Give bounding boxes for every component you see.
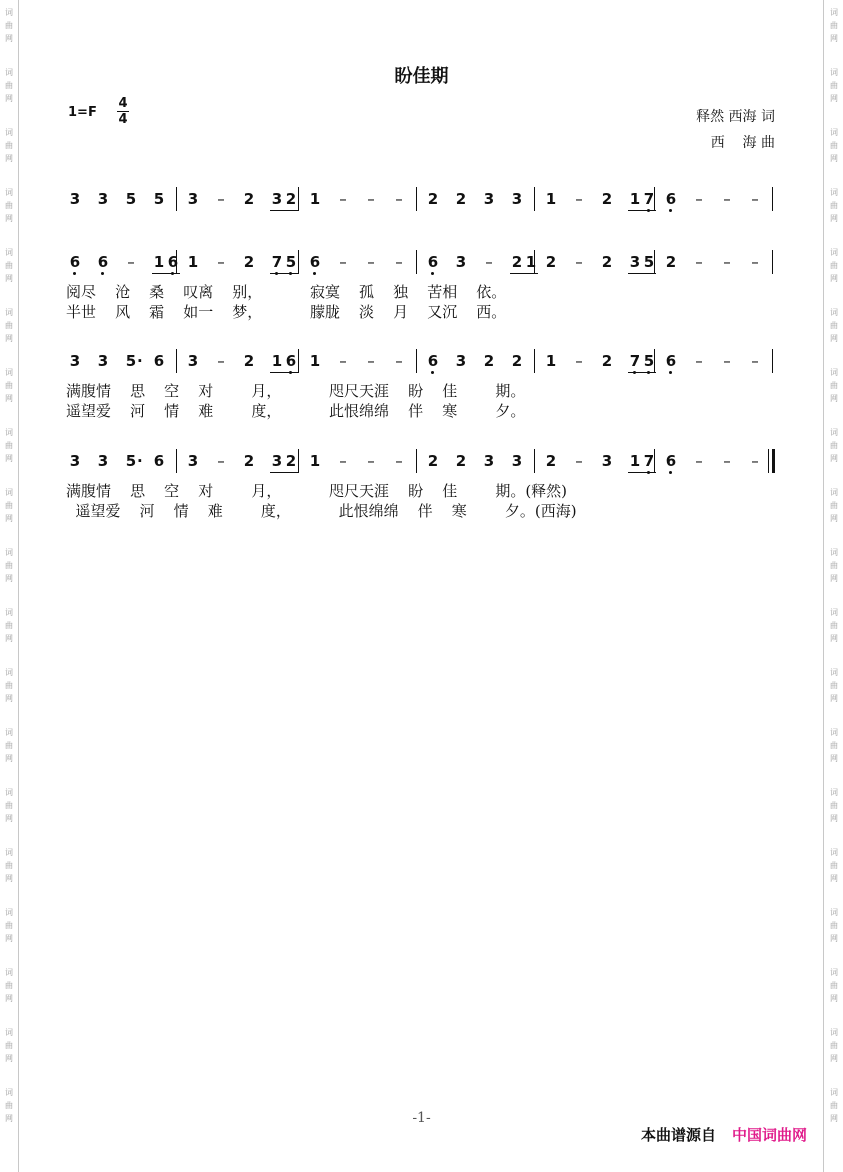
note: 2 <box>483 352 495 370</box>
barline <box>534 449 535 473</box>
watermark-text: 词 曲 网 <box>830 548 838 583</box>
barline <box>176 349 177 373</box>
watermark-text: 词 曲 网 <box>830 188 838 223</box>
barline <box>534 187 535 211</box>
barline <box>654 250 655 274</box>
underline-beam <box>628 210 656 211</box>
time-signature <box>116 96 130 127</box>
note: 6 <box>153 452 165 470</box>
watermark-text: 词 曲 网 <box>5 368 13 403</box>
underline-beam <box>270 273 298 274</box>
note-dash: – <box>695 253 703 271</box>
note-dash: – <box>395 452 403 470</box>
note-dash: – <box>395 352 403 370</box>
barline <box>654 187 655 211</box>
watermark-text: 词 曲 网 <box>5 908 13 943</box>
watermark-text: 词 曲 网 <box>5 848 13 883</box>
note: 3 <box>187 452 199 470</box>
note-dash: – <box>695 452 703 470</box>
barline <box>534 349 535 373</box>
note-dash: – <box>217 190 225 208</box>
note-dash: – <box>575 452 583 470</box>
note: 2 <box>427 190 439 208</box>
note: 3 <box>511 190 523 208</box>
note: 2 <box>601 352 613 370</box>
augmentation-dot: · <box>137 352 143 370</box>
note-dash: – <box>695 190 703 208</box>
time-signature-bottom: 4 <box>118 112 128 127</box>
note: 5 <box>643 352 655 370</box>
barline <box>298 187 299 211</box>
lyric-line: 半世 风 霜 如一 梦， 朦胧 淡 月 又沉 西。 <box>66 303 507 321</box>
footer-prefix: 本曲谱源自 <box>640 1126 716 1144</box>
footer-brand: 中国词曲网 <box>731 1126 807 1144</box>
watermark-text: 词 曲 网 <box>830 308 838 343</box>
note: 7 <box>643 190 655 208</box>
lyric-line: 满腹情 思 空 对 月， 咫尺天涯 盼 佳 期。 <box>66 382 526 400</box>
note: 3 <box>483 190 495 208</box>
barline <box>416 250 417 274</box>
note: 6 <box>69 253 81 271</box>
note: 2 <box>455 190 467 208</box>
note: 1 <box>525 253 537 271</box>
note: 6 <box>665 190 677 208</box>
note-dash: – <box>575 352 583 370</box>
note: 1 <box>545 190 557 208</box>
note: 2 <box>243 352 255 370</box>
note: 2 <box>243 452 255 470</box>
note: 2 <box>545 452 557 470</box>
key-signature: 1=F <box>68 105 97 120</box>
note: 2 <box>601 190 613 208</box>
page-number: -1- <box>412 1110 431 1126</box>
barline <box>298 449 299 473</box>
underline-beam <box>270 472 298 473</box>
watermark-text: 词 曲 网 <box>5 488 13 523</box>
watermark-text: 词 曲 网 <box>830 1028 838 1063</box>
note: 5 <box>285 253 297 271</box>
note: 6 <box>285 352 297 370</box>
final-barline <box>772 449 775 473</box>
barline <box>176 250 177 274</box>
watermark-text: 词 曲 网 <box>830 368 838 403</box>
watermark-text: 词 曲 网 <box>5 728 13 763</box>
watermark-text: 词 曲 网 <box>5 788 13 823</box>
note: 2 <box>243 253 255 271</box>
note: 2 <box>427 452 439 470</box>
note: 2 <box>545 253 557 271</box>
page-title: 盼佳期 <box>394 66 449 87</box>
note: 1 <box>629 190 641 208</box>
final-barline-thin <box>768 449 769 473</box>
note-dash: – <box>751 190 759 208</box>
note-dash: – <box>217 352 225 370</box>
note-dash: – <box>575 253 583 271</box>
barline <box>176 187 177 211</box>
augmentation-dot: · <box>137 452 143 470</box>
note: 6 <box>427 253 439 271</box>
note: 6 <box>665 452 677 470</box>
lyric-line: 遥望爱 河 情 难 度， 此恨绵绵 伴 寒 夕。 <box>66 402 526 420</box>
watermark-text: 词 曲 网 <box>5 188 13 223</box>
barline <box>654 449 655 473</box>
time-signature-top: 4 <box>118 96 128 111</box>
note: 1 <box>309 190 321 208</box>
note: 5 <box>125 352 137 370</box>
note: 2 <box>511 352 523 370</box>
note: 6 <box>665 352 677 370</box>
note: 3 <box>455 352 467 370</box>
note-dash: – <box>751 452 759 470</box>
note: 3 <box>187 352 199 370</box>
note: 7 <box>629 352 641 370</box>
watermark-text: 词 曲 网 <box>830 968 838 1003</box>
barline <box>772 250 773 274</box>
watermark-text: 词 曲 网 <box>830 788 838 823</box>
watermark-text: 词 曲 网 <box>830 848 838 883</box>
note: 3 <box>187 190 199 208</box>
barline <box>772 349 773 373</box>
barline <box>534 250 535 274</box>
note: 7 <box>271 253 283 271</box>
note: 2 <box>455 452 467 470</box>
note: 2 <box>243 190 255 208</box>
note-dash: – <box>751 352 759 370</box>
note-dash: – <box>339 452 347 470</box>
watermark-text: 词 曲 网 <box>5 1028 13 1063</box>
lyric-line: 阅尽 沧 桑 叹离 别， 寂寞 孤 独 苦相 依。 <box>66 283 507 301</box>
note: 3 <box>97 190 109 208</box>
note: 2 <box>511 253 523 271</box>
watermark-text: 词 曲 网 <box>5 128 13 163</box>
note-dash: – <box>575 190 583 208</box>
watermark-text: 词 曲 网 <box>830 1088 838 1123</box>
watermark-text: 词 曲 网 <box>5 608 13 643</box>
underline-beam <box>270 372 298 373</box>
note: 2 <box>601 253 613 271</box>
note: 6 <box>427 352 439 370</box>
note: 3 <box>69 452 81 470</box>
note: 6 <box>153 352 165 370</box>
lyricist-credit: 释然 西海 词 <box>696 109 775 125</box>
barline <box>298 250 299 274</box>
note: 2 <box>285 190 297 208</box>
note: 6 <box>167 253 179 271</box>
note: 5 <box>153 190 165 208</box>
note: 2 <box>665 253 677 271</box>
composer-credit: 西 海 曲 <box>710 135 775 151</box>
barline <box>416 187 417 211</box>
right-margin-line <box>823 0 824 1172</box>
barline <box>654 349 655 373</box>
watermark-text: 词 曲 网 <box>5 668 13 703</box>
barline <box>772 187 773 211</box>
note: 3 <box>97 352 109 370</box>
note: 1 <box>629 452 641 470</box>
note: 1 <box>309 352 321 370</box>
note: 5 <box>125 190 137 208</box>
watermark-text: 词 曲 网 <box>5 428 13 463</box>
watermark-text: 词 曲 网 <box>5 8 13 43</box>
underline-beam <box>270 210 298 211</box>
note: 3 <box>69 352 81 370</box>
note: 3 <box>483 452 495 470</box>
note-dash: – <box>339 190 347 208</box>
watermark-text: 词 曲 网 <box>5 1088 13 1123</box>
watermark-text: 词 曲 网 <box>830 8 838 43</box>
watermark-text: 词 曲 网 <box>830 908 838 943</box>
barline <box>416 349 417 373</box>
note: 2 <box>285 452 297 470</box>
note-dash: – <box>395 253 403 271</box>
lyric-line: 满腹情 思 空 对 月， 咫尺天涯 盼 佳 期。(释然) <box>66 482 568 500</box>
underline-beam <box>628 472 656 473</box>
note: 3 <box>601 452 613 470</box>
watermark-text: 词 曲 网 <box>830 728 838 763</box>
watermark-text: 词 曲 网 <box>830 68 838 103</box>
note-dash: – <box>695 352 703 370</box>
watermark-text: 词 曲 网 <box>5 308 13 343</box>
note: 3 <box>511 452 523 470</box>
note: 5 <box>125 452 137 470</box>
watermark-text: 词 曲 网 <box>830 428 838 463</box>
note: 7 <box>643 452 655 470</box>
note-dash: – <box>367 352 375 370</box>
note-dash: – <box>339 352 347 370</box>
note: 6 <box>97 253 109 271</box>
watermark-text: 词 曲 网 <box>830 488 838 523</box>
watermark-text: 词 曲 网 <box>5 968 13 1003</box>
underline-beam <box>628 372 656 373</box>
note: 1 <box>187 253 199 271</box>
note: 1 <box>271 352 283 370</box>
note-dash: – <box>217 452 225 470</box>
note-dash: – <box>395 190 403 208</box>
watermark-text: 词 曲 网 <box>5 248 13 283</box>
barline <box>298 349 299 373</box>
note-dash: – <box>367 253 375 271</box>
note: 3 <box>455 253 467 271</box>
note-dash: – <box>723 352 731 370</box>
watermark-text: 词 曲 网 <box>5 68 13 103</box>
note-dash: – <box>339 253 347 271</box>
note-dash: – <box>723 253 731 271</box>
note: 3 <box>69 190 81 208</box>
barline <box>416 449 417 473</box>
watermark-text: 词 曲 网 <box>830 248 838 283</box>
note: 1 <box>309 452 321 470</box>
note-dash: – <box>723 452 731 470</box>
barline <box>176 449 177 473</box>
watermark-text: 词 曲 网 <box>830 668 838 703</box>
footer-source <box>641 1124 807 1145</box>
lyric-line: 遥望爱 河 情 难 度， 此恨绵绵 伴 寒 夕。(西海) <box>66 502 577 520</box>
note: 3 <box>97 452 109 470</box>
note: 1 <box>545 352 557 370</box>
underline-beam <box>628 273 656 274</box>
note: 1 <box>153 253 165 271</box>
note: 5 <box>643 253 655 271</box>
note-dash: – <box>723 190 731 208</box>
note-dash: – <box>751 253 759 271</box>
note-dash: – <box>367 452 375 470</box>
note: 3 <box>271 452 283 470</box>
watermark-text: 词 曲 网 <box>5 548 13 583</box>
watermark-text: 词 曲 网 <box>830 128 838 163</box>
watermark-text: 词 曲 网 <box>830 608 838 643</box>
note-dash: – <box>367 190 375 208</box>
left-margin-line <box>18 0 19 1172</box>
note-dash: – <box>127 253 135 271</box>
note: 3 <box>629 253 641 271</box>
note: 6 <box>309 253 321 271</box>
note-dash: – <box>217 253 225 271</box>
note-dash: – <box>485 253 493 271</box>
note: 3 <box>271 190 283 208</box>
